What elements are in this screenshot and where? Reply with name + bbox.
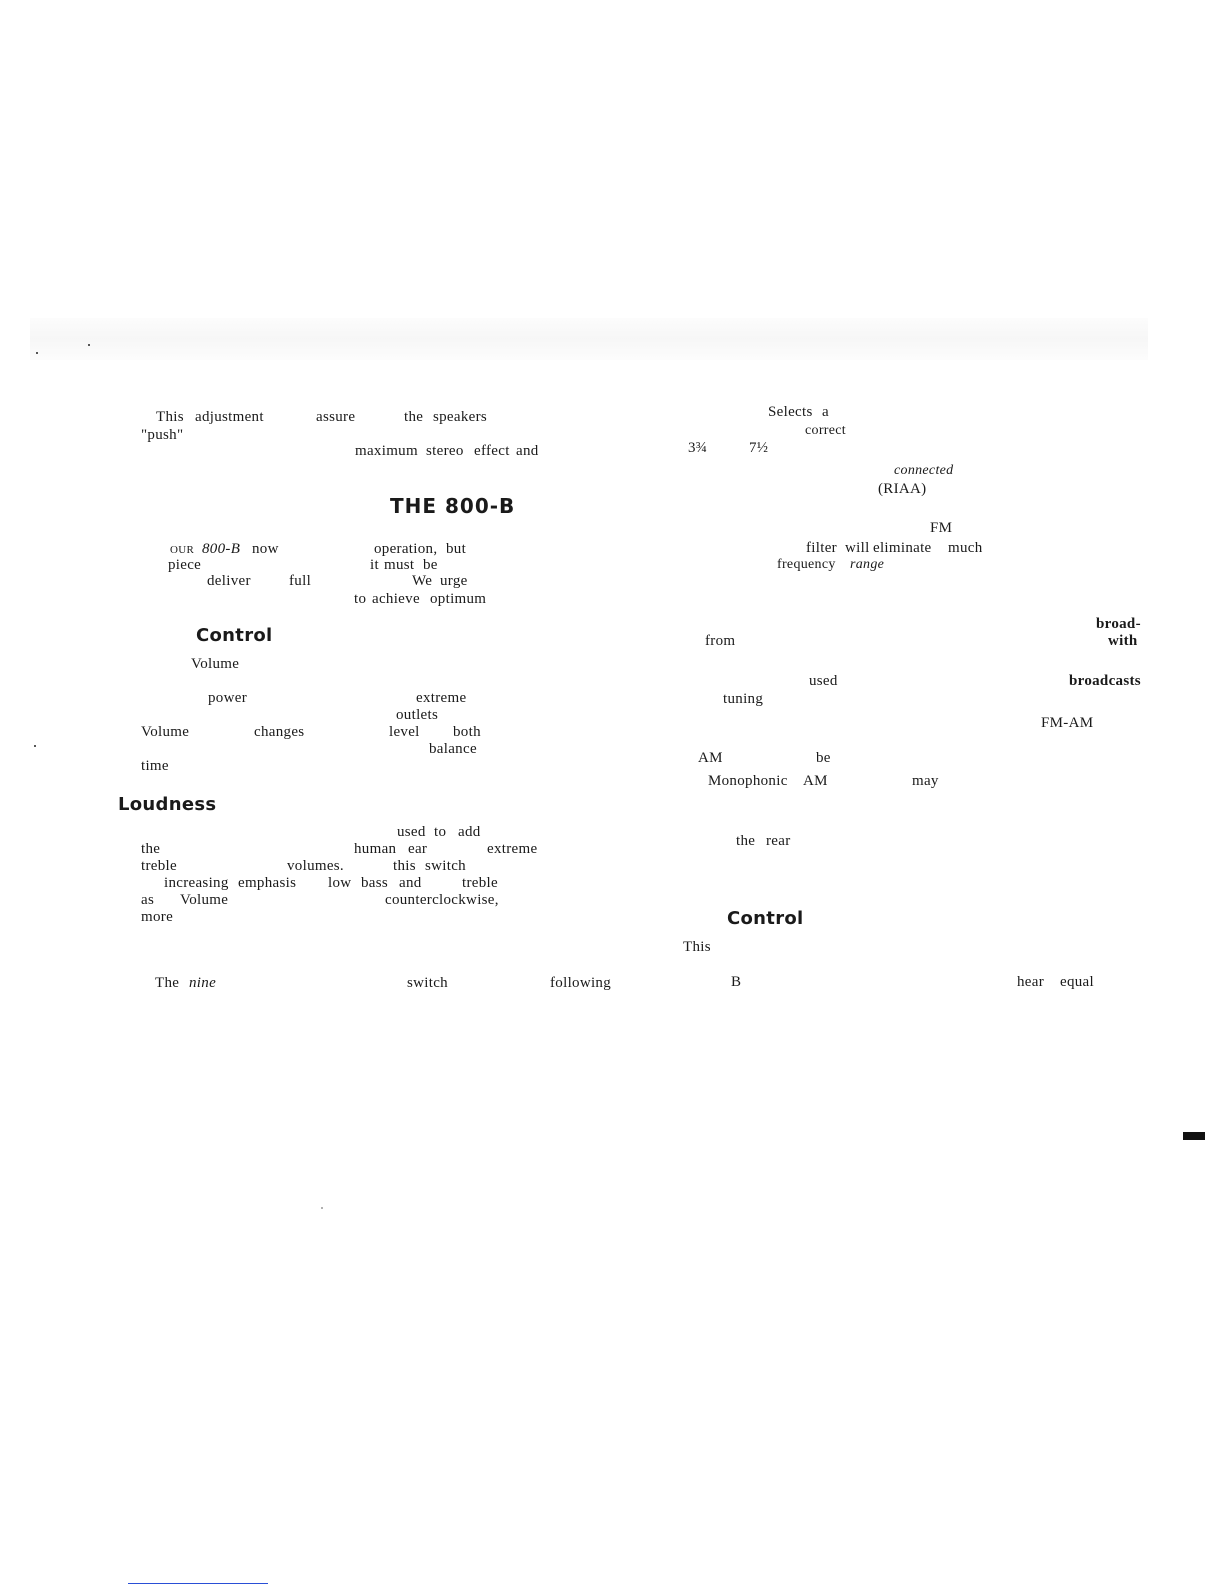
word: the	[736, 833, 756, 849]
word: increasing	[164, 875, 229, 891]
word: correct	[805, 423, 846, 438]
word: ear	[408, 841, 428, 857]
word: and	[399, 875, 422, 891]
word: achieve	[372, 591, 420, 607]
word: emphasis	[238, 875, 297, 891]
word: bass	[361, 875, 389, 891]
word: now	[252, 541, 279, 557]
word: more	[141, 909, 174, 925]
word: be	[816, 750, 831, 766]
scan-speck	[88, 344, 90, 346]
word: FM	[930, 520, 953, 536]
word: as	[141, 892, 155, 908]
word: broad-	[1096, 616, 1141, 632]
word: adjustment	[195, 409, 264, 425]
word: urge	[440, 573, 468, 589]
word: may	[912, 773, 939, 789]
word: our	[170, 541, 195, 557]
word: treble	[141, 858, 177, 874]
word: level	[389, 724, 420, 740]
word: and	[516, 443, 539, 459]
word: eliminate	[873, 540, 932, 556]
word: assure	[316, 409, 356, 425]
word: (RIAA)	[878, 481, 927, 497]
word: operation,	[374, 541, 438, 557]
word: Selects	[768, 404, 813, 420]
word: We	[412, 573, 433, 589]
word: AM	[803, 773, 828, 789]
word: volumes.	[287, 858, 344, 874]
word: outlets	[396, 707, 439, 723]
word: Volume	[141, 724, 190, 740]
word: stereo	[426, 443, 464, 459]
word: time	[141, 758, 169, 774]
word: Volume	[180, 892, 229, 908]
word: a	[822, 404, 829, 420]
subheading-control-right: Control	[727, 908, 804, 929]
section-heading: THE 800-B	[390, 494, 516, 518]
word: speakers	[433, 409, 488, 425]
word: connected	[894, 463, 954, 478]
word: switch	[407, 975, 448, 991]
word: treble	[462, 875, 498, 891]
word: to	[354, 591, 367, 607]
word: changes	[254, 724, 305, 740]
word: tuning	[723, 691, 764, 707]
word: be	[423, 557, 438, 573]
scan-speck	[321, 1207, 323, 1209]
word: rear	[766, 833, 791, 849]
word: This	[683, 939, 711, 955]
scan-speck	[36, 352, 38, 354]
scan-bottom-line	[128, 1583, 268, 1584]
word: full	[289, 573, 312, 589]
word: effect	[474, 443, 510, 459]
word: from	[705, 633, 736, 649]
word: extreme	[416, 690, 467, 706]
word: it	[370, 557, 379, 573]
word: the	[404, 409, 424, 425]
word: the	[141, 841, 161, 857]
word: range	[850, 557, 885, 572]
word: to	[434, 824, 447, 840]
word: human	[354, 841, 397, 857]
subheading-control: Control	[196, 625, 273, 646]
word: deliver	[207, 573, 251, 589]
word: equal	[1060, 974, 1094, 990]
word: balance	[429, 741, 477, 757]
word: This	[156, 409, 184, 425]
word: must	[384, 557, 415, 573]
word: counterclockwise,	[385, 892, 499, 908]
word: FM-AM	[1041, 715, 1094, 731]
word: 800-B	[202, 541, 241, 557]
word: used	[397, 824, 426, 840]
word: Volume	[191, 656, 240, 672]
word: low	[328, 875, 352, 891]
word: switch	[425, 858, 466, 874]
word: maximum	[355, 443, 418, 459]
word: broadcasts	[1069, 673, 1141, 689]
word: filter	[806, 540, 837, 556]
scan-artifact-band	[30, 318, 1148, 360]
word: AM	[698, 750, 723, 766]
word: frequency	[777, 557, 836, 572]
word: "push"	[141, 427, 184, 443]
word: optimum	[430, 591, 487, 607]
scan-speck	[34, 745, 36, 747]
word: this	[393, 858, 416, 874]
word: extreme	[487, 841, 538, 857]
word: with	[1108, 633, 1138, 649]
word: Monophonic	[708, 773, 788, 789]
word: but	[446, 541, 467, 557]
word: power	[208, 690, 247, 706]
word: B	[731, 974, 742, 990]
word: piece	[168, 557, 202, 573]
word: 7½	[749, 440, 769, 456]
word: both	[453, 724, 481, 740]
word: will	[845, 540, 870, 556]
subheading-loudness: Loudness	[118, 794, 217, 815]
word: The	[155, 975, 180, 991]
word: 3¾	[688, 440, 708, 456]
word: nine	[189, 975, 217, 991]
word: hear	[1017, 974, 1045, 990]
scan-edge-mark	[1183, 1132, 1205, 1140]
word: following	[550, 975, 612, 991]
word: much	[948, 540, 983, 556]
word: used	[809, 673, 838, 689]
word: add	[458, 824, 481, 840]
